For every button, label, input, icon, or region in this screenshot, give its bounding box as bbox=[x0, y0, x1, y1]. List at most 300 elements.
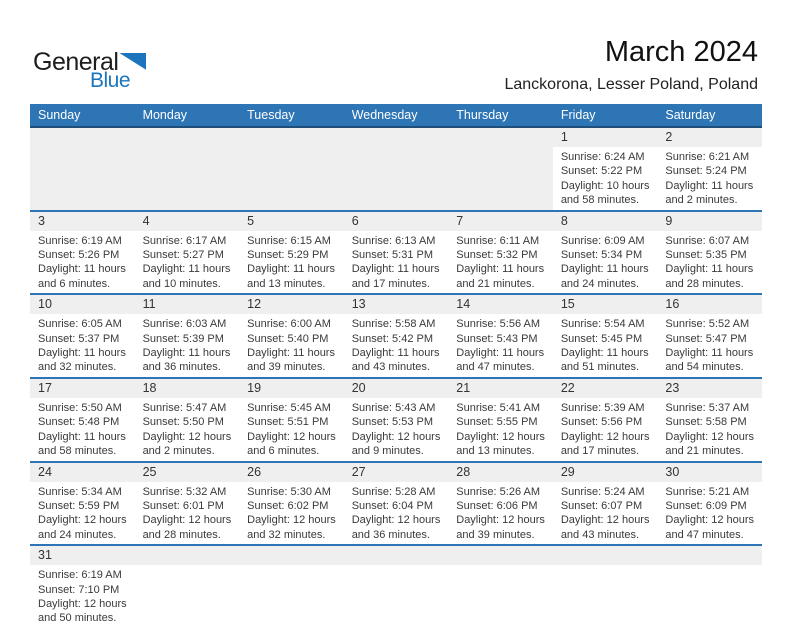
day-cell bbox=[344, 378, 449, 462]
day-details bbox=[344, 147, 449, 152]
logo-word-blue: Blue bbox=[90, 69, 131, 92]
day-detail-line: Daylight: 11 hours bbox=[456, 347, 545, 360]
day-number: 20 bbox=[351, 380, 366, 395]
day-number-band bbox=[30, 379, 135, 398]
day-detail-line: Sunrise: 6:00 AM bbox=[247, 318, 331, 331]
day-detail-line: and 47 minutes. bbox=[665, 528, 744, 541]
day-details bbox=[239, 231, 344, 294]
day-detail-line: Sunrise: 5:58 AM bbox=[351, 318, 436, 331]
day-detail-line: and 43 minutes. bbox=[351, 361, 430, 374]
day-detail-line: and 13 minutes. bbox=[247, 277, 326, 290]
day-detail-line: Sunrise: 6:15 AM bbox=[247, 234, 331, 247]
empty-day-cell bbox=[30, 127, 135, 211]
day-detail-line: Daylight: 12 hours bbox=[560, 514, 650, 527]
day-detail-line: Sunrise: 5:45 AM bbox=[247, 401, 331, 414]
day-cell bbox=[239, 211, 344, 295]
day-number-band bbox=[344, 379, 449, 398]
day-number: 23 bbox=[665, 380, 680, 395]
day-detail-line: Sunrise: 5:54 AM bbox=[560, 318, 645, 331]
empty-day-cell bbox=[239, 545, 344, 628]
day-cell bbox=[344, 462, 449, 546]
empty-day-cell bbox=[135, 127, 240, 211]
day-detail-line: Daylight: 11 hours bbox=[351, 347, 440, 360]
day-detail-line: Daylight: 12 hours bbox=[456, 514, 545, 527]
day-detail-line: Sunset: 5:43 PM bbox=[456, 332, 538, 345]
weekday-sunday: Sunday bbox=[30, 104, 135, 127]
day-detail-line: Sunrise: 6:17 AM bbox=[142, 234, 227, 247]
calendar-week-row bbox=[30, 211, 762, 295]
day-detail-line: Sunset: 5:29 PM bbox=[247, 249, 329, 262]
day-details bbox=[657, 482, 762, 545]
day-detail-line: Daylight: 12 hours bbox=[247, 430, 336, 443]
calendar-week-row bbox=[30, 294, 762, 378]
day-details bbox=[657, 314, 762, 377]
day-detail-line: Sunrise: 6:21 AM bbox=[665, 151, 750, 163]
day-detail-line: Daylight: 11 hours bbox=[351, 263, 440, 276]
day-details bbox=[135, 231, 240, 294]
day-detail-line: Sunset: 6:06 PM bbox=[456, 499, 538, 512]
day-detail-line: and 32 minutes. bbox=[247, 528, 326, 541]
day-number-band bbox=[448, 128, 553, 147]
day-number-band bbox=[239, 128, 344, 147]
day-number-band bbox=[553, 463, 658, 482]
day-cell bbox=[657, 294, 762, 378]
day-number-band bbox=[448, 546, 553, 565]
day-detail-line: Sunrise: 6:19 AM bbox=[38, 234, 122, 247]
day-detail-line: Daylight: 11 hours bbox=[560, 347, 649, 360]
day-detail-line: Sunset: 5:32 PM bbox=[456, 249, 538, 262]
day-detail-line: and 6 minutes. bbox=[38, 277, 111, 290]
day-detail-line: Sunset: 5:26 PM bbox=[38, 249, 120, 262]
day-detail-line: Sunrise: 5:52 AM bbox=[665, 318, 750, 331]
day-detail-line: Sunset: 5:51 PM bbox=[247, 416, 329, 429]
day-cell bbox=[448, 294, 553, 378]
day-cell bbox=[239, 294, 344, 378]
weekday-monday: Monday bbox=[135, 104, 240, 127]
day-cell bbox=[657, 211, 762, 295]
day-detail-line: Daylight: 11 hours bbox=[38, 347, 126, 360]
day-detail-line: Daylight: 11 hours bbox=[665, 179, 754, 192]
day-detail-line: Sunrise: 6:11 AM bbox=[456, 234, 540, 247]
day-cell bbox=[30, 378, 135, 462]
day-detail-line: Sunset: 5:34 PM bbox=[560, 249, 643, 262]
day-cell bbox=[135, 211, 240, 295]
day-detail-line: Sunset: 7:10 PM bbox=[38, 583, 120, 596]
day-number-band bbox=[448, 295, 553, 314]
day-detail-line: Daylight: 11 hours bbox=[665, 263, 754, 276]
empty-day-cell bbox=[344, 127, 449, 211]
day-cell bbox=[135, 462, 240, 546]
day-number: 4 bbox=[142, 213, 150, 228]
day-detail-line: Daylight: 12 hours bbox=[456, 430, 545, 443]
day-details bbox=[448, 147, 553, 152]
day-number: 21 bbox=[456, 380, 471, 395]
weekday-tuesday: Tuesday bbox=[239, 104, 344, 127]
day-number-band bbox=[448, 379, 553, 398]
day-number-band bbox=[135, 546, 240, 565]
day-detail-line: Sunrise: 5:21 AM bbox=[665, 485, 750, 498]
day-number: 19 bbox=[247, 380, 262, 395]
calendar-body bbox=[30, 127, 762, 628]
weekday-thursday: Thursday bbox=[448, 104, 553, 127]
day-cell bbox=[657, 462, 762, 546]
day-number-band bbox=[657, 463, 762, 482]
day-details bbox=[553, 314, 658, 377]
day-number-band bbox=[239, 379, 344, 398]
day-number: 3 bbox=[38, 213, 45, 228]
day-number: 9 bbox=[665, 213, 673, 228]
day-details bbox=[30, 147, 135, 152]
empty-day-cell bbox=[448, 545, 553, 628]
day-details bbox=[344, 231, 449, 294]
day-details bbox=[657, 398, 762, 461]
day-detail-line: Sunrise: 6:24 AM bbox=[560, 151, 645, 163]
day-number: 30 bbox=[665, 464, 680, 479]
day-detail-line: and 28 minutes. bbox=[665, 277, 744, 290]
day-details bbox=[30, 565, 135, 628]
day-details bbox=[553, 565, 658, 570]
day-cell bbox=[30, 211, 135, 295]
day-detail-line: Sunrise: 5:28 AM bbox=[351, 485, 436, 498]
day-cell bbox=[30, 294, 135, 378]
day-detail-line: Sunset: 5:55 PM bbox=[456, 416, 538, 429]
day-cell bbox=[239, 378, 344, 462]
day-detail-line: Daylight: 12 hours bbox=[38, 514, 127, 527]
day-detail-line: Sunset: 5:35 PM bbox=[665, 249, 747, 262]
day-number-band bbox=[30, 463, 135, 482]
day-number-band bbox=[344, 295, 449, 314]
calendar-week-row bbox=[30, 378, 762, 462]
day-details bbox=[553, 482, 658, 545]
day-number-band bbox=[344, 128, 449, 147]
day-number-band bbox=[135, 128, 240, 147]
calendar-week-row bbox=[30, 462, 762, 546]
day-detail-line: Daylight: 12 hours bbox=[247, 514, 336, 527]
day-number: 1 bbox=[560, 130, 568, 144]
day-detail-line: Sunrise: 5:37 AM bbox=[665, 401, 750, 414]
day-detail-line: Sunrise: 5:34 AM bbox=[38, 485, 122, 498]
day-cell bbox=[30, 462, 135, 546]
day-detail-line: Sunset: 5:59 PM bbox=[38, 499, 120, 512]
day-detail-line: Sunrise: 6:03 AM bbox=[142, 318, 227, 331]
day-details bbox=[657, 565, 762, 570]
empty-day-cell bbox=[448, 127, 553, 211]
day-detail-line: Sunset: 5:56 PM bbox=[560, 416, 643, 429]
day-detail-line: Sunrise: 6:05 AM bbox=[38, 318, 122, 331]
day-detail-line: Daylight: 11 hours bbox=[142, 347, 231, 360]
day-number-band bbox=[30, 128, 135, 147]
day-cell bbox=[553, 462, 658, 546]
day-detail-line: and 13 minutes. bbox=[456, 445, 535, 458]
day-details bbox=[448, 482, 553, 545]
day-cell bbox=[448, 378, 553, 462]
day-cell bbox=[135, 294, 240, 378]
day-detail-line: Sunrise: 5:56 AM bbox=[456, 318, 541, 331]
day-number: 11 bbox=[142, 297, 156, 312]
day-number: 31 bbox=[38, 548, 52, 563]
day-number-band bbox=[657, 128, 762, 147]
day-detail-line: and 39 minutes. bbox=[247, 361, 326, 374]
day-details bbox=[30, 231, 135, 294]
day-details bbox=[135, 565, 240, 570]
day-number: 27 bbox=[351, 464, 366, 479]
calendar-week-row bbox=[30, 545, 762, 628]
day-detail-line: and 21 minutes. bbox=[456, 277, 535, 290]
day-details bbox=[448, 565, 553, 570]
calendar-table bbox=[30, 104, 762, 628]
day-number-band bbox=[30, 212, 135, 231]
day-cell bbox=[344, 294, 449, 378]
day-detail-line: Daylight: 11 hours bbox=[665, 347, 754, 360]
day-detail-line: Sunrise: 5:32 AM bbox=[142, 485, 227, 498]
day-number-band bbox=[239, 463, 344, 482]
location-subtitle: Lanckorona, Lesser Poland, Poland bbox=[504, 76, 758, 93]
day-detail-line: Sunset: 5:31 PM bbox=[351, 249, 434, 262]
day-number-band bbox=[135, 295, 240, 314]
day-details bbox=[30, 398, 135, 461]
day-number: 13 bbox=[351, 297, 366, 312]
day-details bbox=[239, 314, 344, 377]
day-detail-line: Sunset: 6:01 PM bbox=[142, 499, 224, 512]
day-number-band bbox=[448, 463, 553, 482]
day-detail-line: Sunrise: 6:09 AM bbox=[560, 234, 645, 247]
day-number: 28 bbox=[456, 464, 471, 479]
day-number: 6 bbox=[351, 213, 359, 228]
day-details bbox=[30, 482, 135, 545]
day-detail-line: Sunrise: 6:07 AM bbox=[665, 234, 750, 247]
day-cell bbox=[553, 211, 658, 295]
day-number-band bbox=[657, 379, 762, 398]
weekday-saturday: Saturday bbox=[657, 104, 762, 127]
logo-word-general: General bbox=[33, 48, 119, 76]
day-details bbox=[344, 398, 449, 461]
day-details bbox=[135, 314, 240, 377]
day-number-band bbox=[553, 546, 658, 565]
day-cell bbox=[448, 211, 553, 295]
empty-day-cell bbox=[135, 545, 240, 628]
day-details bbox=[135, 398, 240, 461]
month-title: March 2024 bbox=[604, 36, 758, 68]
day-detail-line: Daylight: 11 hours bbox=[38, 263, 126, 276]
day-detail-line: Sunset: 5:42 PM bbox=[351, 332, 434, 345]
day-details bbox=[135, 482, 240, 545]
day-detail-line: Daylight: 12 hours bbox=[665, 514, 755, 527]
day-detail-line: and 39 minutes. bbox=[456, 528, 535, 541]
day-detail-line: and 9 minutes. bbox=[351, 445, 424, 458]
weekday-wednesday: Wednesday bbox=[344, 104, 449, 127]
day-detail-line: Sunrise: 6:13 AM bbox=[351, 234, 436, 247]
calendar-weekday-header bbox=[30, 104, 762, 127]
day-detail-line: Sunset: 5:53 PM bbox=[351, 416, 434, 429]
day-number-band bbox=[657, 546, 762, 565]
general-blue-logo bbox=[33, 50, 146, 91]
empty-day-cell bbox=[657, 545, 762, 628]
day-cell bbox=[553, 378, 658, 462]
day-number-band bbox=[657, 212, 762, 231]
day-number: 17 bbox=[38, 380, 52, 395]
empty-day-cell bbox=[239, 127, 344, 211]
day-detail-line: and 58 minutes. bbox=[560, 194, 640, 207]
day-details bbox=[344, 314, 449, 377]
day-number: 22 bbox=[560, 380, 575, 395]
day-detail-line: Daylight: 10 hours bbox=[560, 179, 650, 192]
calendar-week-row bbox=[30, 127, 762, 211]
day-detail-line: Daylight: 12 hours bbox=[142, 430, 232, 443]
day-detail-line: Sunset: 6:04 PM bbox=[351, 499, 434, 512]
day-details bbox=[657, 231, 762, 294]
day-details bbox=[553, 147, 658, 210]
day-detail-line: and 54 minutes. bbox=[665, 361, 744, 374]
day-details bbox=[448, 231, 553, 294]
day-number: 18 bbox=[142, 380, 157, 395]
day-number-band bbox=[553, 295, 658, 314]
day-detail-line: and 24 minutes. bbox=[560, 277, 640, 290]
day-details bbox=[239, 398, 344, 461]
day-detail-line: Sunrise: 6:19 AM bbox=[38, 569, 122, 582]
day-cell bbox=[30, 545, 135, 628]
day-detail-line: Daylight: 11 hours bbox=[247, 347, 335, 360]
day-details bbox=[239, 482, 344, 545]
day-detail-line: Sunset: 6:07 PM bbox=[560, 499, 643, 512]
day-detail-line: and 21 minutes. bbox=[665, 445, 744, 458]
page-header bbox=[0, 0, 792, 104]
day-detail-line: Daylight: 12 hours bbox=[351, 430, 441, 443]
day-detail-line: Sunset: 5:40 PM bbox=[247, 332, 329, 345]
day-number-band bbox=[553, 212, 658, 231]
day-detail-line: and 58 minutes. bbox=[38, 445, 117, 458]
day-detail-line: Daylight: 11 hours bbox=[456, 263, 545, 276]
day-number-band bbox=[553, 379, 658, 398]
day-detail-line: and 47 minutes. bbox=[456, 361, 535, 374]
day-detail-line: Daylight: 12 hours bbox=[351, 514, 441, 527]
day-detail-line: Daylight: 11 hours bbox=[38, 430, 126, 443]
day-number-band bbox=[239, 546, 344, 565]
day-detail-line: Sunset: 5:45 PM bbox=[560, 332, 643, 345]
day-number-band bbox=[30, 295, 135, 314]
day-number: 8 bbox=[560, 213, 568, 228]
day-detail-line: Daylight: 12 hours bbox=[665, 430, 755, 443]
day-number: 14 bbox=[456, 297, 471, 312]
day-detail-line: Sunrise: 5:50 AM bbox=[38, 401, 122, 414]
day-number-band bbox=[135, 463, 240, 482]
empty-day-cell bbox=[344, 545, 449, 628]
day-detail-line: Sunset: 5:22 PM bbox=[560, 165, 643, 178]
day-cell bbox=[657, 127, 762, 211]
day-detail-line: and 36 minutes. bbox=[142, 361, 221, 374]
day-details bbox=[30, 314, 135, 377]
day-detail-line: Daylight: 12 hours bbox=[560, 430, 650, 443]
weekday-header-row bbox=[30, 104, 762, 127]
day-detail-line: and 36 minutes. bbox=[351, 528, 430, 541]
day-details bbox=[344, 565, 449, 570]
day-cell bbox=[135, 378, 240, 462]
day-detail-line: Sunset: 5:27 PM bbox=[142, 249, 224, 262]
day-details bbox=[344, 482, 449, 545]
day-details bbox=[448, 314, 553, 377]
day-detail-line: Sunrise: 5:24 AM bbox=[560, 485, 645, 498]
day-detail-line: and 50 minutes. bbox=[38, 612, 117, 625]
day-number-band bbox=[344, 212, 449, 231]
day-detail-line: Sunset: 5:37 PM bbox=[38, 332, 120, 345]
empty-day-cell bbox=[553, 545, 658, 628]
day-detail-line: Sunset: 5:48 PM bbox=[38, 416, 120, 429]
weekday-friday: Friday bbox=[553, 104, 658, 127]
logo-triangle-icon bbox=[119, 53, 146, 70]
day-detail-line: Sunset: 5:24 PM bbox=[665, 165, 747, 178]
day-cell bbox=[553, 127, 658, 211]
day-number: 25 bbox=[142, 464, 157, 479]
day-number: 26 bbox=[247, 464, 262, 479]
day-details bbox=[135, 147, 240, 152]
day-details bbox=[553, 398, 658, 461]
day-number: 24 bbox=[38, 464, 52, 479]
day-detail-line: and 51 minutes. bbox=[560, 361, 640, 374]
day-detail-line: Sunset: 6:02 PM bbox=[247, 499, 329, 512]
day-detail-line: Sunrise: 5:47 AM bbox=[142, 401, 227, 414]
day-number-band bbox=[30, 546, 135, 565]
day-detail-line: Sunset: 5:50 PM bbox=[142, 416, 224, 429]
day-detail-line: Daylight: 12 hours bbox=[142, 514, 232, 527]
day-detail-line: Sunset: 5:47 PM bbox=[665, 332, 747, 345]
day-detail-line: and 43 minutes. bbox=[560, 528, 640, 541]
day-details bbox=[553, 231, 658, 294]
day-detail-line: and 24 minutes. bbox=[38, 528, 117, 541]
day-detail-line: and 17 minutes. bbox=[560, 445, 640, 458]
day-detail-line: Sunrise: 5:43 AM bbox=[351, 401, 436, 414]
day-detail-line: Daylight: 11 hours bbox=[142, 263, 231, 276]
day-detail-line: and 6 minutes. bbox=[247, 445, 320, 458]
day-number: 7 bbox=[456, 213, 464, 228]
day-detail-line: Daylight: 12 hours bbox=[38, 597, 127, 610]
day-number: 5 bbox=[247, 213, 255, 228]
day-detail-line: Sunset: 6:09 PM bbox=[665, 499, 747, 512]
day-details bbox=[239, 565, 344, 570]
day-number: 29 bbox=[560, 464, 575, 479]
day-detail-line: and 17 minutes. bbox=[351, 277, 430, 290]
title-block bbox=[258, 36, 758, 94]
day-detail-line: Sunrise: 5:26 AM bbox=[456, 485, 541, 498]
day-detail-line: Sunrise: 5:30 AM bbox=[247, 485, 331, 498]
day-detail-line: Sunset: 5:58 PM bbox=[665, 416, 747, 429]
day-number: 12 bbox=[247, 297, 262, 312]
day-details bbox=[448, 398, 553, 461]
day-number-band bbox=[344, 463, 449, 482]
day-number-band bbox=[553, 128, 658, 147]
day-detail-line: and 10 minutes. bbox=[142, 277, 221, 290]
day-detail-line: and 2 minutes. bbox=[142, 445, 215, 458]
day-number-band bbox=[135, 379, 240, 398]
day-cell bbox=[553, 294, 658, 378]
day-detail-line: Sunset: 5:39 PM bbox=[142, 332, 224, 345]
day-number-band bbox=[239, 212, 344, 231]
day-detail-line: Sunrise: 5:39 AM bbox=[560, 401, 645, 414]
day-detail-line: and 2 minutes. bbox=[665, 194, 738, 207]
day-number: 15 bbox=[560, 297, 575, 312]
day-number-band bbox=[657, 295, 762, 314]
day-detail-line: and 28 minutes. bbox=[142, 528, 221, 541]
day-number: 10 bbox=[38, 297, 52, 312]
day-number-band bbox=[344, 546, 449, 565]
day-number: 16 bbox=[665, 297, 680, 312]
day-detail-line: Daylight: 11 hours bbox=[247, 263, 335, 276]
day-cell bbox=[448, 462, 553, 546]
day-detail-line: Sunrise: 5:41 AM bbox=[456, 401, 541, 414]
day-details bbox=[239, 147, 344, 152]
day-number-band bbox=[448, 212, 553, 231]
day-number-band bbox=[239, 295, 344, 314]
day-cell bbox=[239, 462, 344, 546]
day-number-band bbox=[135, 212, 240, 231]
